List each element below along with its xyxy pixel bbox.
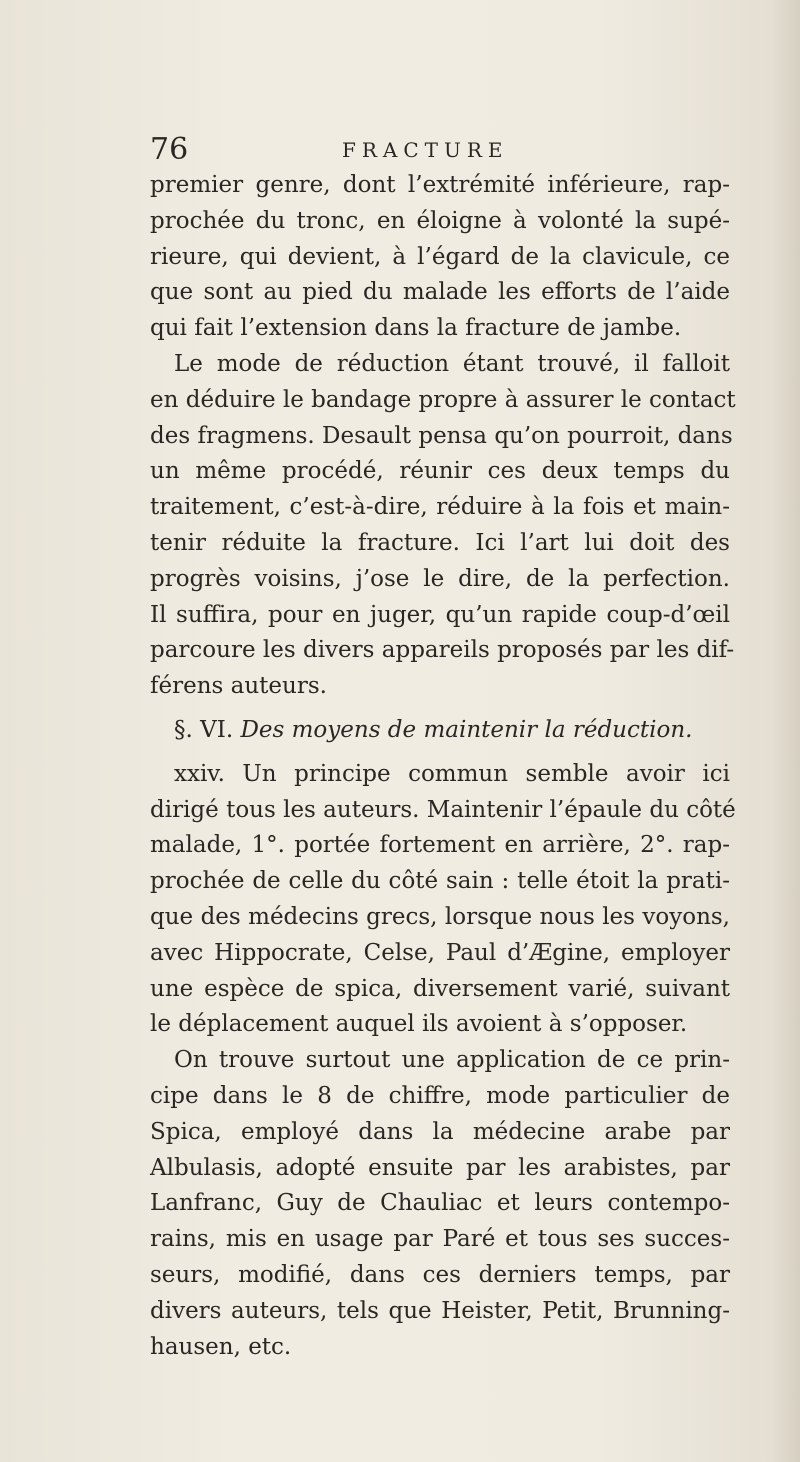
running-title: FRACTURE [342,138,509,162]
section-number: §. VI. [174,716,234,743]
text-line: parcoure les divers appareils proposés par les dif- [150,637,735,664]
text-line: seurs, modifié, dans ces derniers temps, par [150,1261,730,1288]
paragraph-1 [150,168,730,347]
text-line: Il suffira, pour en juger, qu’un rapide coup-d’œil [150,601,730,628]
text-line: prochée du tronc, en éloigne à volonté la supé- [150,207,730,234]
text-line: rieure, qui devient, à l’égard de la clavicule, ce [150,243,730,270]
text-line: le déplacement auquel ils avoient à s’opposer. [150,1011,688,1038]
text-line: un même procédé, réunir ces deux temps du [150,458,730,485]
text-line: avec Hippocrate, Celse, Paul d’Ægine, employer [150,939,730,966]
text-line: que des médecins grecs, lorsque nous les voyons, [150,903,730,930]
section-title: Des moyens de maintenir la réduction. [240,716,693,743]
page-edge-shadow [772,0,800,1462]
text-line: traitement, c’est-à-dire, réduire à la fois et main- [150,494,730,521]
text-line: une espèce de spica, diversement varié, suivant [150,975,730,1002]
paragraph-3 [150,757,736,1043]
text-line: Le mode de réduction étant trouvé, il falloit [174,350,730,377]
paragraph-4 [150,1043,730,1365]
text-line: prochée de celle du côté sain : telle étoit la prati- [150,868,730,895]
text-line: tenir réduite la fracture. Ici l’art lui doit des [150,529,730,556]
text-line: xxiv. Un principe commun semble avoir ici [174,760,730,787]
page-number: 76 [150,132,189,167]
text-line: Spica, employé dans la médecine arabe par [150,1118,730,1145]
text-line: progrès voisins, j’ose le dire, de la perfection. [150,565,730,592]
text-line: cipe dans le 8 de chiffre, mode particulier de [150,1082,730,1109]
text-line: premier genre, dont l’extrémité inférieure, rap- [150,172,730,198]
text-line: des fragmens. Desault pensa qu’on pourroit, dans [150,422,733,449]
text-line: que sont au pied du malade les efforts de l’aide [150,279,730,306]
text-line: On trouve surtout une application de ce prin- [174,1047,730,1074]
text-line: en déduire le bandage propre à assurer le contact [150,386,736,413]
section-heading [150,713,730,749]
text-line: qui fait l’extension dans la fracture de jambe. [150,315,682,342]
text-line: hausen, etc. [150,1333,292,1360]
paragraph-2 [150,347,736,705]
page-header [150,130,730,170]
text-line: Albulasis, adopté ensuite par les arabistes, par [150,1154,730,1181]
body-text [150,168,736,1365]
text-line: malade, 1°. portée fortement en arrière, 2°. rap- [150,832,730,859]
text-line: Lanfranc, Guy de Chauliac et leurs contempo- [150,1190,730,1217]
text-line: dirigé tous les auteurs. Maintenir l’épaule du côté [150,796,736,823]
text-line: divers auteurs, tels que Heister, Petit, Brunning- [150,1297,730,1324]
text-line: rains, mis en usage par Paré et tous ses succes- [150,1226,730,1253]
text-line: férens auteurs. [150,673,327,700]
